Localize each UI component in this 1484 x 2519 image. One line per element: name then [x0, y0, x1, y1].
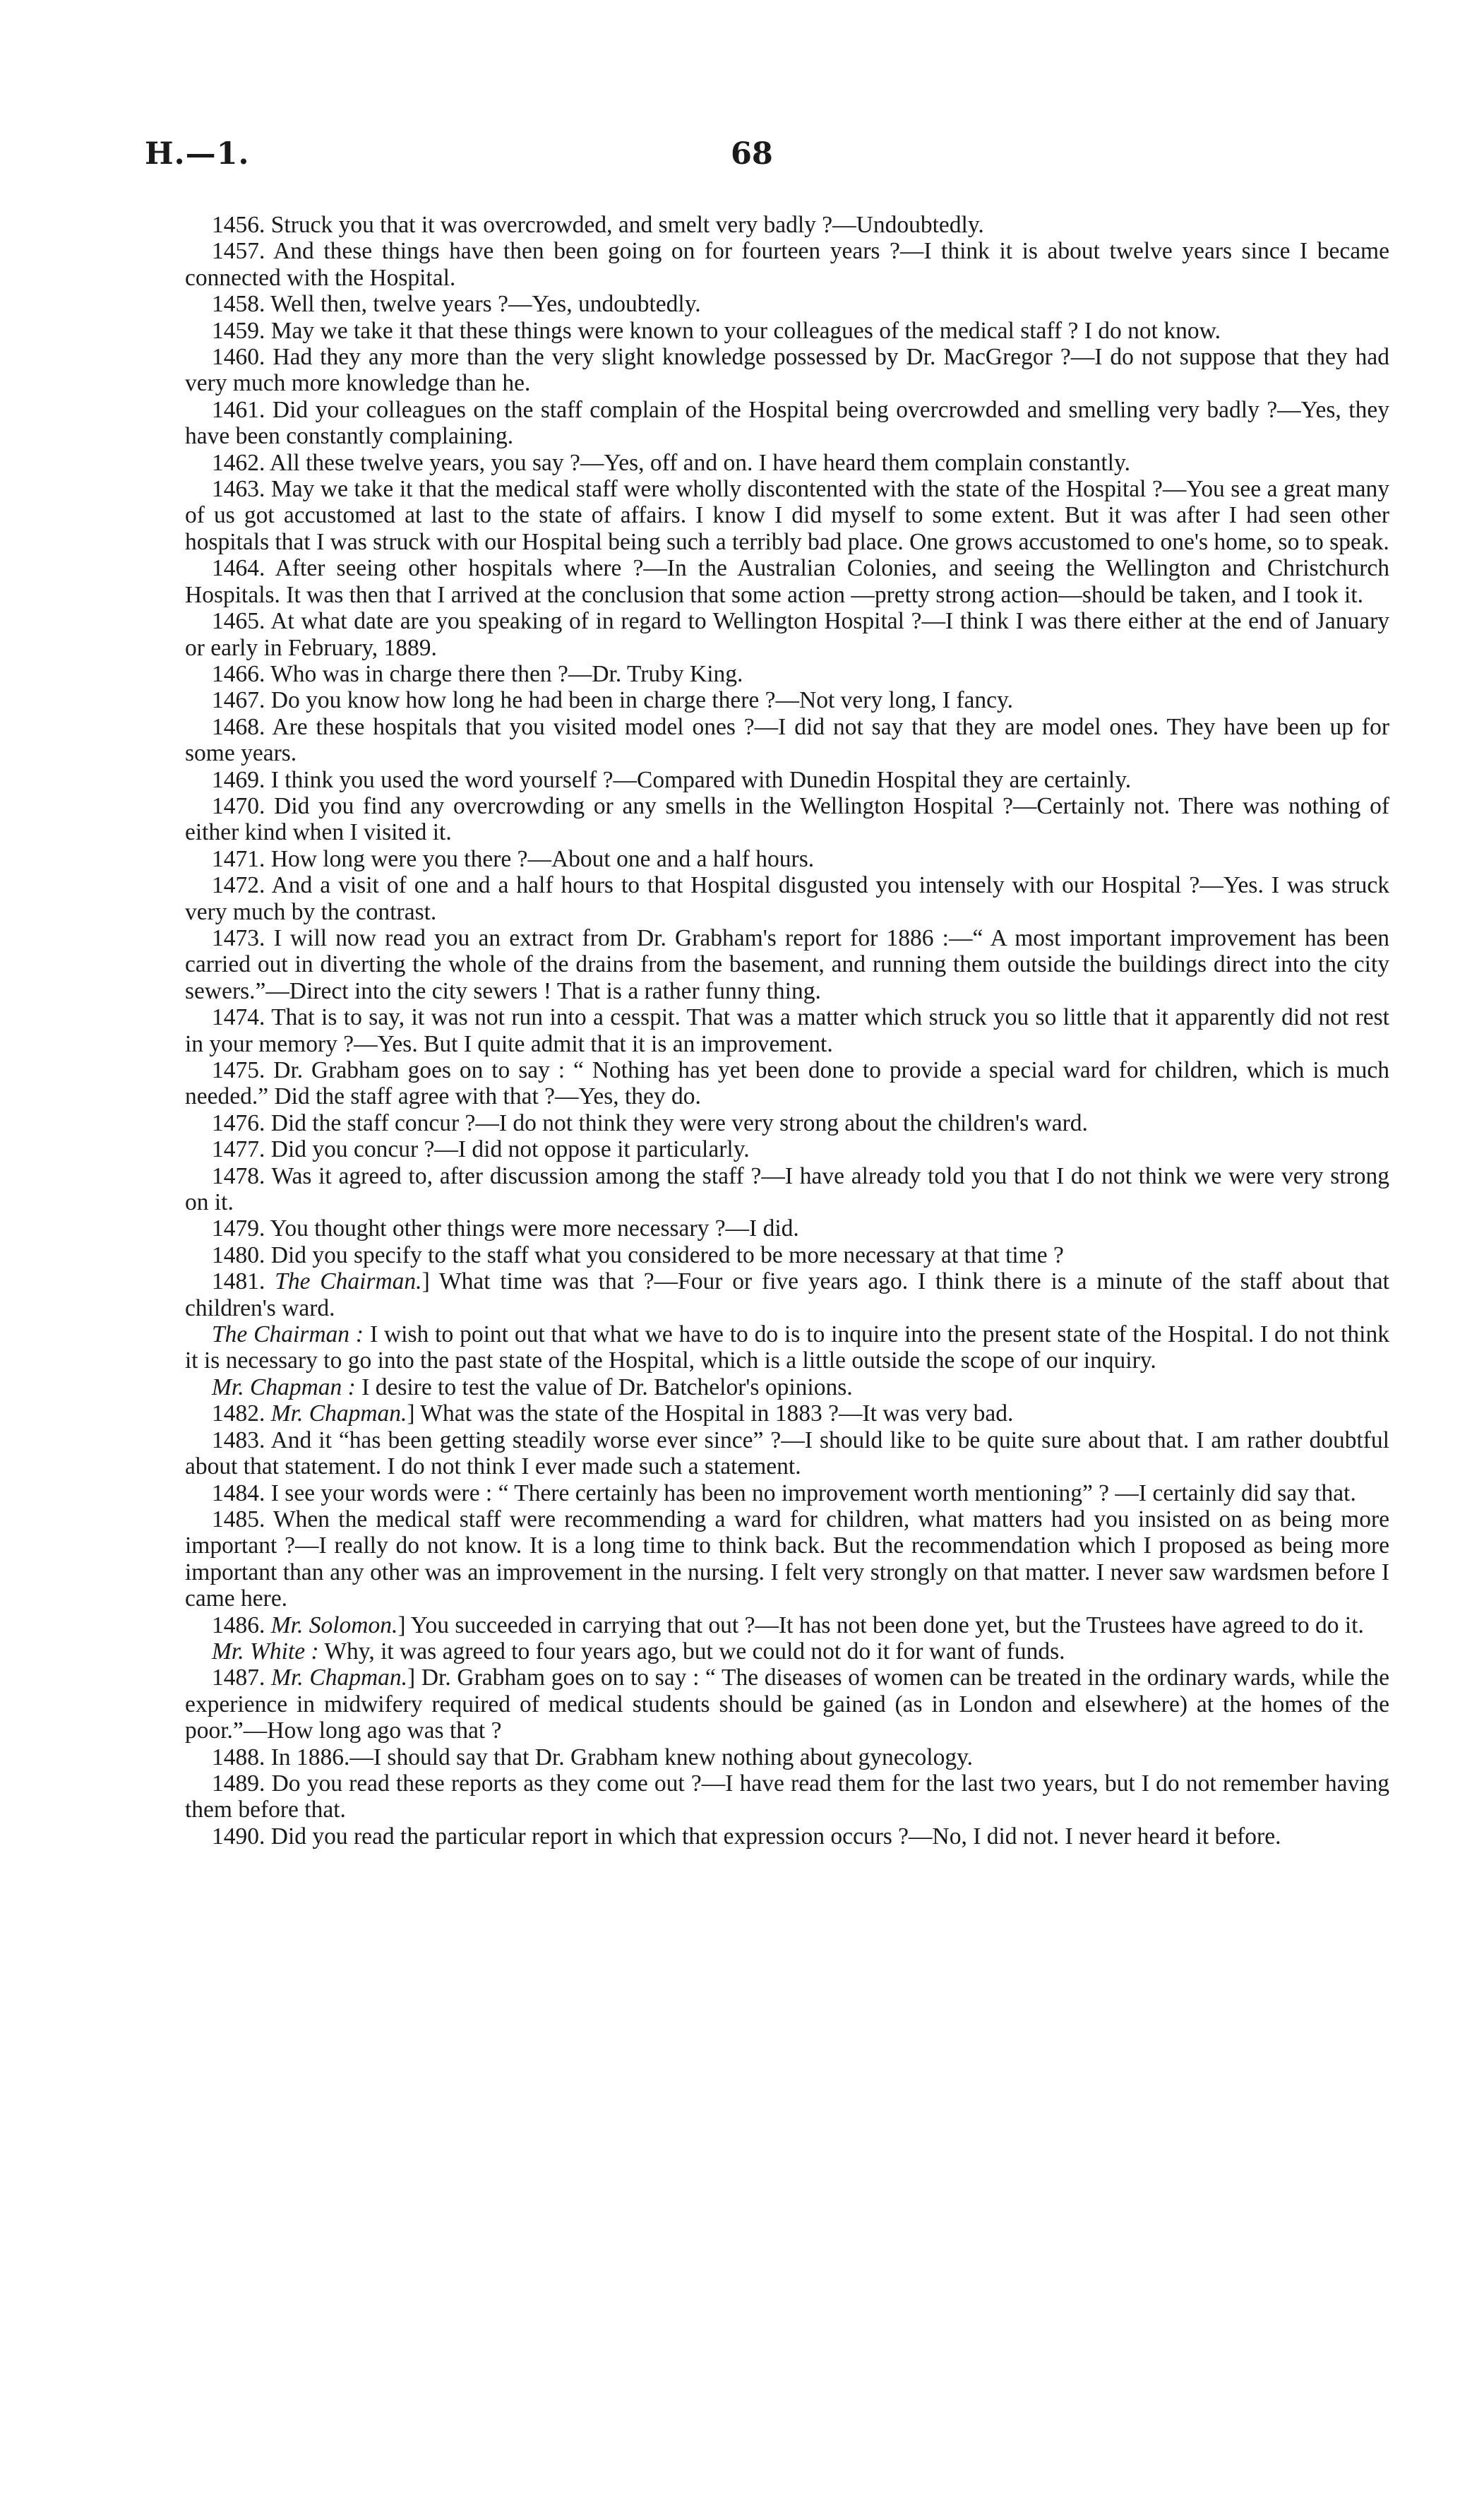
paragraph-text: 1460. Had they any more than the very slight knowledge possessed by Dr. MacGregor ?—I do not suppose that they had very much more knowledge than he.: [185, 344, 1389, 397]
transcript-paragraph: [185, 714, 1389, 767]
paragraph-text: ] You succeeded in carrying that out ?—It has not been done yet, but the Trustees have agreed to do it.: [397, 1612, 1364, 1638]
paragraph-text: 1474. That is to say, it was not run into a cesspit. That was a matter which struck you so little that it apparently did not rest in your memory ?—Yes. But I quite admit that it is an improvement.: [185, 1004, 1389, 1057]
transcript-paragraph: [185, 397, 1389, 450]
transcript-paragraph: [185, 1136, 1389, 1162]
question-number: 1482.: [212, 1400, 265, 1427]
paragraph-text: 1480. Did you specify to the staff what you considered to be more necessary at that time ?: [212, 1241, 1064, 1268]
paragraph-text: 1457. And these things have then been going on for fourteen years ?—I think it is about twelve years since I became connected with the Hospital.: [185, 238, 1389, 291]
speaker-name: Mr. Chapman :: [212, 1374, 356, 1400]
paragraph-text: 1478. Was it agreed to, after discussion among the staff ?—I have already told you that I do not think we were very strong on it.: [185, 1162, 1389, 1216]
paragraph-text: I wish to point out that what we have to do is to inquire into the present state of the Hospital. I do not think it is necessary to go into the past state of the Hospital, which is a little outside the scope of our inquiry.: [185, 1321, 1389, 1374]
transcript-paragraph: [185, 846, 1389, 872]
paragraph-text: 1479. You thought other things were more necessary ?—I did.: [212, 1215, 799, 1242]
transcript-paragraph: [185, 1770, 1389, 1823]
transcript-paragraph: [185, 767, 1389, 793]
transcript-paragraph: [185, 661, 1389, 687]
paragraph-text: 1489. Do you read these reports as they come out ?—I have read them for the last two years, but I do not remember having them before that.: [185, 1770, 1389, 1823]
speaker-name: Mr. White :: [212, 1638, 319, 1665]
transcript-paragraph: [185, 238, 1389, 291]
paragraph-text: 1464. After seeing other hospitals where ?—In the Australian Colonies, and seeing the Wellington and Christchurch Hospitals. It was then that I arrived at the conclusion that some action —pretty strong action—should be taken, and I took it.: [185, 555, 1389, 608]
transcript-paragraph: [185, 1215, 1389, 1241]
paragraph-text: I desire to test the value of Dr. Batchelor's opinions.: [355, 1374, 853, 1400]
paragraph-text: 1456. Struck you that it was overcrowded, and smelt very badly ?—Undoubtedly.: [212, 212, 984, 238]
question-number: 1487.: [212, 1665, 265, 1691]
paragraph-text: 1467. Do you know how long he had been in charge there ?—Not very long, I fancy.: [212, 687, 1013, 714]
transcript-paragraph: [185, 793, 1389, 846]
transcript-paragraph: [185, 291, 1389, 317]
transcript-paragraph: [185, 925, 1389, 1004]
transcript-paragraph: [185, 1268, 1389, 1321]
paragraph-text: 1461. Did your colleagues on the staff complain of the Hospital being overcrowded and smelling very badly ?—Yes, they have been constantly complaining.: [185, 396, 1389, 450]
paragraph-text: 1459. May we take it that these things were known to your colleagues of the medical staff ? I do not know.: [212, 317, 1221, 344]
paragraph-text: 1458. Well then, twelve years ?—Yes, undoubtedly.: [212, 291, 701, 318]
transcript-paragraph: [185, 1163, 1389, 1216]
transcript-paragraph: [185, 318, 1389, 344]
transcript-paragraph: [185, 344, 1389, 397]
paragraph-text: 1484. I see your words were : “ There certainly has been no improvement worth mentioning” ? —I certainly did say that.: [212, 1479, 1356, 1506]
paragraph-text: 1490. Did you read the particular report in which that expression occurs ?—No, I did not. I never heard it before.: [212, 1823, 1281, 1850]
question-number: 1486.: [212, 1612, 265, 1638]
transcript-paragraph: [185, 1110, 1389, 1136]
transcript-paragraph: [185, 1744, 1389, 1770]
paragraph-text: ] What time was that ?—Four or five years ago. I think there is a minute of the staff about that children's ward.: [185, 1268, 1389, 1321]
transcript-paragraph: [185, 1374, 1389, 1400]
transcript-paragraph: [185, 1665, 1389, 1744]
transcript-paragraph: [185, 1638, 1389, 1665]
paragraph-text: 1475. Dr. Grabham goes on to say : “ Nothing has yet been done to provide a special ward for children, which is much needed.” Did the staff agree with that ?—Yes, they do.: [185, 1057, 1389, 1110]
transcript-paragraph: [185, 608, 1389, 661]
paragraph-text: 1469. I think you used the word yourself ?—Compared with Dunedin Hospital they are certainly.: [212, 766, 1132, 793]
transcript-paragraph: [185, 1242, 1389, 1268]
transcript-paragraph: [185, 687, 1389, 713]
paragraph-text: 1477. Did you concur ?—I did not oppose it particularly.: [212, 1136, 750, 1163]
paragraph-text: 1462. All these twelve years, you say ?—Yes, off and on. I have heard them complain constantly.: [212, 449, 1130, 476]
transcript-paragraph: [185, 1321, 1389, 1374]
speaker-name: The Chairman :: [212, 1321, 364, 1348]
page-number: 68: [731, 136, 773, 172]
transcript-paragraph: [185, 1506, 1389, 1612]
transcript-paragraph: [185, 872, 1389, 925]
transcript-paragraph: [185, 212, 1389, 238]
question-number: 1481.: [212, 1268, 265, 1295]
transcript-paragraph: [185, 555, 1389, 608]
transcript-paragraph: [185, 476, 1389, 555]
transcript-paragraph: [185, 450, 1389, 476]
speaker-name: Mr. Chapman.: [270, 1400, 407, 1427]
paragraph-text: 1465. At what date are you speaking of in regard to Wellington Hospital ?—I think I was there either at the end of January or early in February, 1889.: [185, 608, 1389, 661]
paragraph-text: 1463. May we take it that the medical staff were wholly discontented with the state of the Hospital ?—You see a great many of us got accustomed at last to the state of affairs. I know I did myself to some extent. But it was after I had seen other hospitals that I was struck with our Hospital being such a terribly bad place. One grows accustomed to one's home, so to speak.: [185, 476, 1389, 555]
paragraph-text: 1485. When the medical staff were recommending a ward for children, what matters had you insisted on as being more important ?—I really do not know. It is a long time to think back. But the recommendation which I proposed as being more important than any other was an improvement in the nursing. I felt very strongly on that matter. I never saw wardsmen before I came here.: [185, 1506, 1389, 1612]
transcript-paragraph: [185, 1427, 1389, 1480]
transcript-paragraph: [185, 1823, 1389, 1850]
paragraph-text: 1466. Who was in charge there then ?—Dr. Truby King.: [212, 660, 743, 687]
paragraph-text: 1470. Did you find any overcrowding or any smells in the Wellington Hospital ?—Certainly not. There was nothing of either kind when I visited it.: [185, 792, 1389, 846]
transcript-body: [185, 212, 1389, 1850]
speaker-name: Mr. Solomon.: [270, 1612, 398, 1638]
transcript-paragraph: [185, 1004, 1389, 1057]
paragraph-text: 1476. Did the staff concur ?—I do not think they were very strong about the children's ward.: [212, 1109, 1088, 1136]
paragraph-text: ] What was the state of the Hospital in 1883 ?—It was very bad.: [407, 1400, 1014, 1427]
document-reference: H.—1.: [145, 136, 250, 172]
speaker-name: The Chairman.: [275, 1268, 422, 1295]
transcript-paragraph: [185, 1480, 1389, 1506]
paragraph-text: 1488. In 1886.—I should say that Dr. Grabham knew nothing about gynecology.: [212, 1744, 974, 1770]
speaker-name: Mr. Chapman.: [271, 1665, 408, 1691]
paragraph-text: 1472. And a visit of one and a half hours to that Hospital disgusted you intensely with our Hospital ?—Yes. I was struck very much by the contrast.: [185, 872, 1389, 925]
paragraph-text: 1468. Are these hospitals that you visited model ones ?—I did not say that they are model ones. They have been up for some years.: [185, 713, 1389, 767]
paragraph-text: 1483. And it “has been getting steadily worse ever since” ?—I should like to be quite sure about that. I am rather doubtful about that statement. I do not think I ever made such a statement.: [185, 1427, 1389, 1480]
transcript-paragraph: [185, 1612, 1389, 1638]
paragraph-text: Why, it was agreed to four years ago, but we could not do it for want of funds.: [318, 1638, 1065, 1665]
transcript-paragraph: [185, 1400, 1389, 1427]
paragraph-text: 1471. How long were you there ?—About one and a half hours.: [212, 845, 815, 872]
transcript-paragraph: [185, 1057, 1389, 1110]
paragraph-text: ] Dr. Grabham goes on to say : “ The diseases of women can be treated in the ordinary wards, while the experience in midwifery required of medical students should be gained (as in London and elsewhere) at the homes of the poor.”—How long ago was that ?: [185, 1665, 1389, 1744]
paragraph-text: 1473. I will now read you an extract from Dr. Grabham's report for 1886 :—“ A most important improvement has been carried out in diverting the whole of the drains from the basement, and running them outside the buildings direct into the city sewers.”—Direct into the city sewers ! That is a rather funny thing.: [185, 924, 1389, 1004]
